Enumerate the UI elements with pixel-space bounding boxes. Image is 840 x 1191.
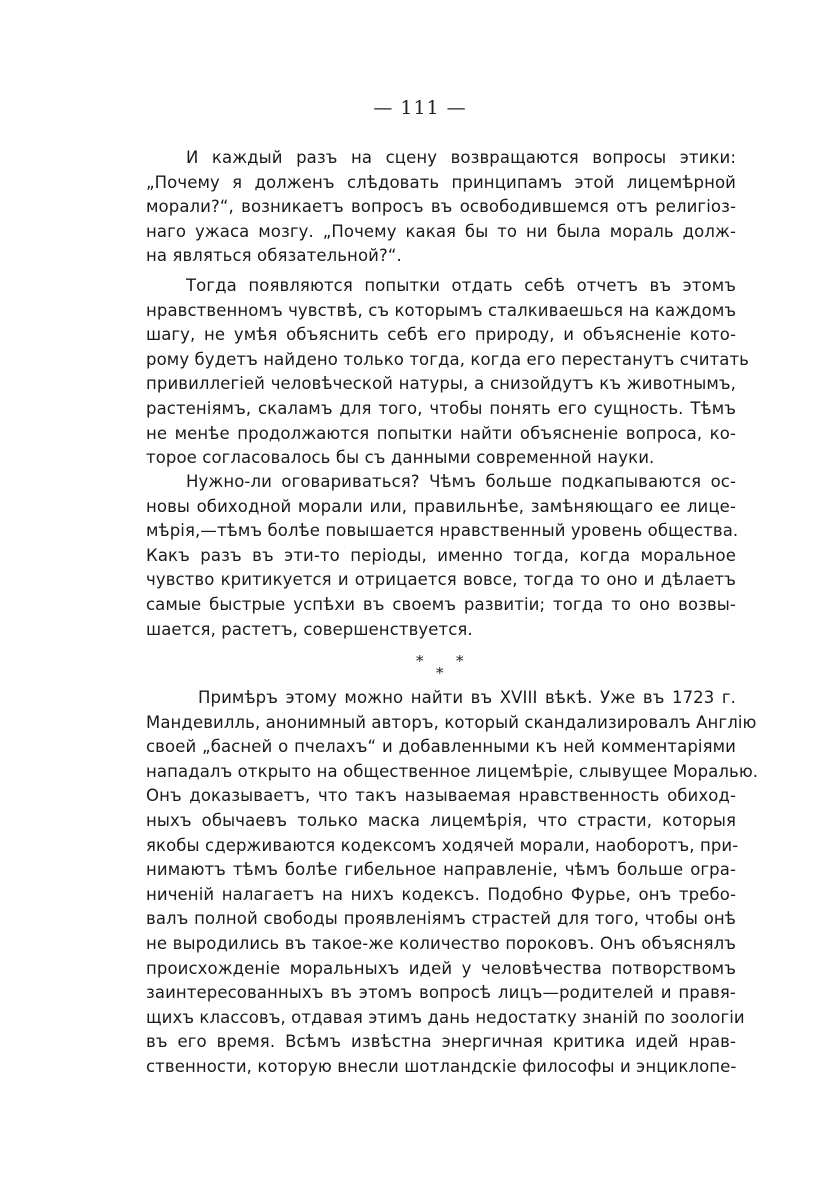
paragraph-4 [146, 686, 759, 1080]
text-line: не менѣе продолжаются попытки найти объясненіе вопроса, ко- [146, 423, 736, 443]
text-line: происхожденіе моральныхъ идей у человѣчества потворствомъ [146, 958, 736, 978]
paragraph-2 [146, 274, 749, 471]
text-line: въ его время. Всѣмъ извѣстна энергичная критика идей нрав- [146, 1032, 736, 1052]
text-line: ственности, которую внесли шотландскіе философы и энциклопе- [146, 1056, 737, 1076]
paragraph-3 [146, 470, 739, 642]
text-line: Примѣръ этому можно найти въ XVIII вѣкѣ. Уже въ 1723 г. [198, 688, 736, 707]
text-line: заинтересованныхъ въ этомъ вопросѣ лицъ—родителей и правя- [146, 983, 736, 1003]
text-line: ныхъ обычаевъ только маска лицемѣрія, что страсти, которыя [146, 810, 736, 830]
text-line: И каждый разъ на сцену возвращаются вопросы этики: [186, 148, 736, 167]
text-line: Мандевилль, анонимный авторъ, который скандализировалъ Англію [146, 712, 757, 732]
text-line: морали?“, возникаетъ вопросъ въ освободившемся отъ религіоз- [146, 197, 736, 217]
text-line: растеніямъ, скаламъ для того, чтобы понять его сущность. Тѣмъ [146, 398, 736, 418]
text-line: Тогда появляются попытки отдать себѣ отчетъ въ этомъ [186, 276, 736, 295]
text-line: нравственномъ чувствѣ, съ которымъ сталкиваешься на каждомъ [146, 300, 737, 320]
text-line: торое согласовалось бы съ данными современной науки. [146, 448, 655, 468]
text-line: наго ужаса мозгу. „Почему какая бы то ни была мораль долж- [146, 221, 736, 241]
separator-asterisk: * [436, 664, 444, 682]
page-number: — 111 — [373, 97, 467, 119]
text-line: на являться обязательной?“. [146, 246, 402, 266]
text-line: щихъ классовъ, отдавая этимъ дань недостатку знаній по зоологіи [146, 1007, 745, 1027]
text-line: якобы сдерживаются кодексомъ ходячей морали, наоборотъ, при- [146, 835, 739, 855]
text-line: Какъ разъ въ эти-то періоды, именно тогда, когда моральное [146, 545, 736, 565]
text-line: самые быстрые успѣхи въ своемъ развитіи; тогда то оно возвы- [146, 594, 736, 614]
text-line: не выродились въ такое-же количество пороковъ. Онъ объяснялъ [146, 933, 736, 953]
separator-asterisk: * [456, 652, 464, 670]
text-line: валъ полной свободы проявленіямъ страстей для того, чтобы онѣ [146, 909, 736, 929]
text-line: „Почему я долженъ слѣдовать принципамъ этой лицемѣрной [146, 172, 736, 192]
text-line: чувство критикуется и отрицается вовсе, тогда то оно и дѣлаетъ [146, 570, 736, 590]
separator-asterisk: * [416, 652, 424, 670]
text-line: Онъ доказываетъ, что такъ называемая нравственность обиход- [146, 786, 736, 806]
text-line: Нужно-ли оговариваться? Чѣмъ больше подкапываются ос- [186, 472, 736, 491]
text-line: нимаютъ тѣмъ болѣе гибельное направленіе, чѣмъ больше огра- [146, 860, 736, 880]
text-line: нападалъ открыто на общественное лицемѣріе, слывущее Моралью. [146, 761, 759, 781]
text-line: новы обиходной морали или, правильнѣе, замѣняющаго ее лице- [146, 496, 736, 516]
text-line: своей „басней о пчелахъ“ и добавленными къ ней комментаріями [146, 737, 736, 757]
paragraph-1 [146, 146, 736, 269]
text-line: рому будетъ найдено только тогда, когда его перестанутъ считать [146, 349, 749, 369]
text-line: мѣрія,—тѣмъ болѣе повышается нравственный уровень общества. [146, 521, 739, 541]
text-line: ниченій налагаетъ на нихъ кодексъ. Подобно Фурье, онъ требо- [146, 884, 736, 904]
text-line: привиллегіей человѣческой натуры, а снизойдутъ къ животнымъ, [146, 374, 736, 394]
section-separator [410, 652, 470, 686]
text-line: шается, растетъ, совершенствуется. [146, 619, 473, 639]
text-line: шагу, не умѣя объяснить себѣ его природу, и объясненіе кото- [146, 325, 736, 345]
